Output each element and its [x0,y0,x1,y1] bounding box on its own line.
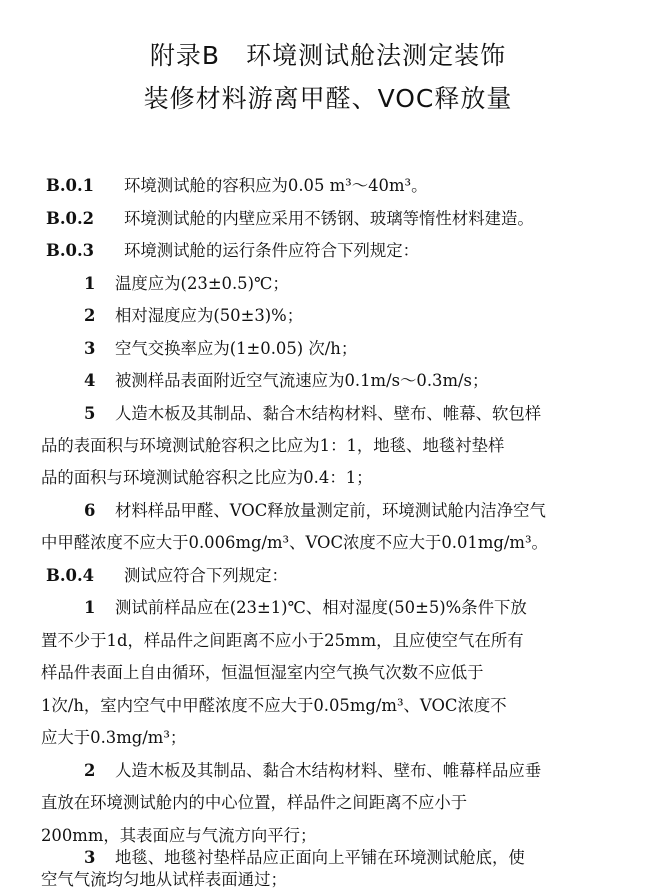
clause-number: B.0.1 [46,176,95,195]
clause-b03 [46,241,636,261]
list-item [46,404,636,424]
item-number: 1 [84,598,96,617]
item-text: 人造木板及其制品、黏合木结构材料、壁布、帷幕、软包样 [115,404,542,423]
appendix-title-line-2: 装修材料游离甲醛、VOC释放量 [143,84,513,113]
item-number: 2 [84,761,96,780]
item-text: 人造木板及其制品、黏合木结构材料、壁布、帷幕样品应垂 [115,761,542,780]
clause-number: B.0.2 [46,209,95,228]
continuation-line: 200mm，其表面应与气流方向平行； [41,826,317,845]
clause-number: B.0.4 [46,566,95,585]
item-text: 温度应为(23±0.5)℃； [115,274,289,293]
item-number: 1 [84,274,96,293]
continuation-line: 应大于0.3mg/m³； [41,728,187,747]
clause-text: 测试应符合下列规定： [124,566,288,585]
continuation-line: 品的表面积与环境测试舱容积之比应为1：1，地毯、地毯衬垫样 [41,436,505,455]
appendix-title-line-1: 附录B 环境测试舱法测定装饰 [149,41,507,70]
continuation-line: 样品件表面上自由循环，恒温恒湿室内空气换气次数不应低于 [41,663,484,682]
item-number: 5 [84,404,96,423]
item-text: 测试前样品应在(23±1)℃、相对湿度(50±5)%条件下放 [115,598,527,617]
item-text: 材料样品甲醛、VOC释放量测定前，环境测试舱内洁净空气 [115,501,546,520]
continuation-line: 置不少于1d，样品件之间距离不应小于25mm，且应使空气在所有 [41,631,524,650]
continuation-line: 品的面积与环境测试舱容积之比应为0.4：1； [41,468,373,487]
continuation-line: 中甲醛浓度不应大于0.006mg/m³、VOC浓度不应大于0.01mg/m³。 [41,533,548,552]
list-item [46,306,636,326]
list-item [46,501,636,521]
list-item [46,339,636,359]
item-text: 相对湿度应为(50±3)%； [115,306,304,325]
item-text: 空气交换率应为(1±0.05) 次/h； [115,339,358,358]
clause-number: B.0.3 [46,241,95,260]
item-text: 地毯、地毯衬垫样品应正面向上平铺在环境测试舱底，使 [115,848,525,867]
continuation-line: 空气气流均匀地从试样表面通过； [41,870,287,889]
list-item [46,598,636,618]
item-text: 被测样品表面附近空气流速应为0.1m/s～0.3m/s； [115,371,489,390]
item-number: 3 [84,339,96,358]
item-number: 6 [84,501,96,520]
clause-b04 [46,566,636,586]
continuation-line: 直放在环境测试舱内的中心位置，样品件之间距离不应小于 [41,793,468,812]
clause-text: 环境测试舱的内壁应采用不锈钢、玻璃等惰性材料建造。 [124,209,534,228]
clause-b01 [46,176,636,196]
list-item [46,848,636,868]
clause-text: 环境测试舱的运行条件应符合下列规定： [124,241,420,260]
clause-b02 [46,209,636,229]
clause-text: 环境测试舱的容积应为0.05 m³～40m³。 [124,176,428,195]
item-number: 3 [84,848,96,867]
list-item [46,371,636,391]
continuation-line: 1次/h，室内空气中甲醛浓度不应大于0.05mg/m³、VOC浓度不 [41,696,507,715]
item-number: 2 [84,306,96,325]
list-item [46,274,636,294]
list-item [46,761,636,781]
item-number: 4 [84,371,96,390]
